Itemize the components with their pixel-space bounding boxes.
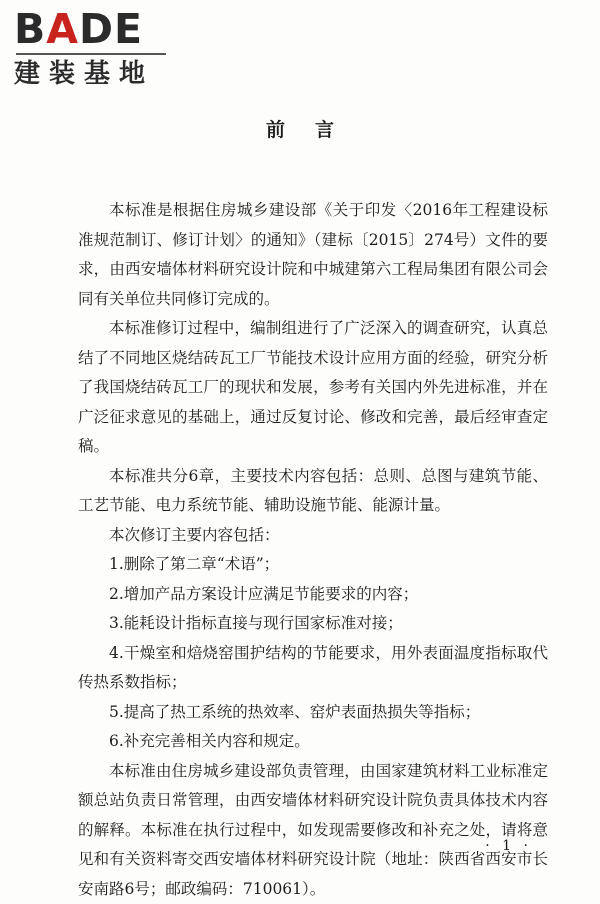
page-number: · 1 · <box>485 838 532 854</box>
paragraph: 本标准是根据住房城乡建设部《关于印发〈2016年工程建设标准规范制订、修订计划〉的通知》（建标〔2015〕274号）文件的要求，由西安墙体材料研究设计院和中城建第六工程局集团有限公司会同有关单位共同修订完成的。 <box>78 196 548 314</box>
list-item: 5.提高了热工系统的热效率、窑炉表面热损失等指标； <box>78 698 548 728</box>
paragraph: 本标准由住房城乡建设部负责管理，由国家建筑材料工业标准定额总站负责日常管理，由西安墙体材料研究设计院负责具体技术内容的解释。本标准在执行过程中，如发现需要修改和补充之处，请将意见和有关资料寄交西安墙体材料研究设计院（地址：陕西省西安市长安南路6号；邮政编码：710061）。 <box>78 757 548 904</box>
list-item: 4.干燥室和焙烧窑围护结构的节能要求，用外表面温度指标取代传热系数指标； <box>78 639 548 698</box>
list-item: 6.补充完善相关内容和规定。 <box>78 727 548 757</box>
paragraph: 本次修订主要内容包括： <box>78 521 548 551</box>
paragraph: 本标准共分6章，主要技术内容包括：总则、总图与建筑节能、工艺节能、电力系统节能、辅助设施节能、能源计量。 <box>78 462 548 521</box>
logo-chinese-name: 建装基地 <box>14 59 189 89</box>
page-title: 前言 <box>0 115 600 142</box>
logo-divider <box>16 53 166 55</box>
logo-wordmark: BADE <box>14 8 189 50</box>
paragraph: 本标准修订过程中，编制组进行了广泛深入的调查研究，认真总结了不同地区烧结砖瓦工厂节能技术设计应用方面的经验，研究分析了我国烧结砖瓦工厂的现状和发展，参考有关国内外先进标准，并在广泛征求意见的基础上，通过反复讨论、修改和完善，最后经审查定稿。 <box>78 314 548 462</box>
logo <box>14 8 189 89</box>
list-item: 1.删除了第二章“术语”； <box>78 550 548 580</box>
list-item: 3.能耗设计指标直接与现行国家标准对接； <box>78 609 548 639</box>
list-item: 2.增加产品方案设计应满足节能要求的内容； <box>78 580 548 610</box>
document-body <box>78 196 548 904</box>
